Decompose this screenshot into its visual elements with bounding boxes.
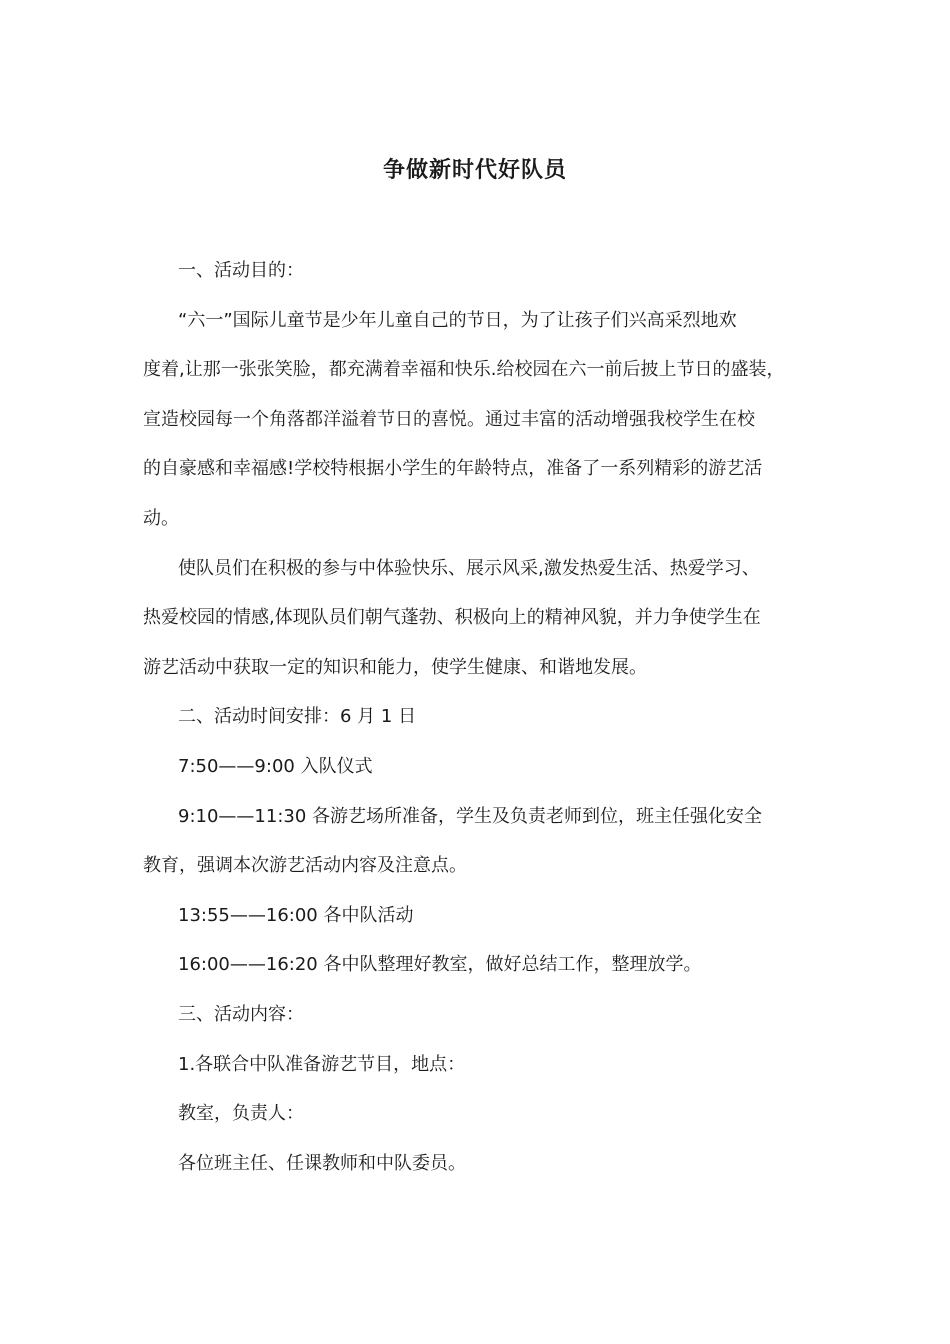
text-line: 13:55——16:00 各中队活动 [178,904,414,926]
text-line: 的自豪感和幸福感!学校特根据小学生的年龄特点，准备了一系列精彩的游艺活 [143,458,763,480]
text-line: 教室，负责人： [178,1103,304,1125]
text-line: “六一”国际儿童节是少年儿童自己的节日，为了让孩子们兴高采烈地欢 [178,309,737,331]
text-line: 动。 [143,507,179,529]
paragraph-purpose-goals [143,544,833,693]
text-line: 一、活动目的： [178,260,304,281]
text-line: 热爱校园的情感,体现队员们朝气蓬勃、积极向上的精神风貌，并力争使学生在 [143,607,761,629]
schedule-item [143,940,833,990]
paragraph-purpose-intro [143,296,833,544]
text-line: 教育，强调本次游艺活动内容及注意点。 [143,855,467,877]
text-line: 度着,让那一张张笑脸，都充满着幸福和快乐.给校园在六一前后披上节日的盛装， [143,359,785,381]
text-line: 游艺活动中获取一定的知识和能力，使学生健康、和谐地发展。 [143,656,647,678]
section-heading-content [143,990,833,1040]
text-line: 16:00——16:20 各中队整理好教室，做好总结工作，整理放学。 [178,954,702,976]
schedule-item [143,891,833,941]
text-line: 1.各联合中队准备游艺节目，地点： [178,1053,466,1075]
text-line: 使队员们在积极的参与中体验快乐、展示风采,激发热爱生活、热爱学习、 [178,557,760,579]
document-title: 争做新时代好队员 [382,158,567,183]
text-line: 各位班主任、任课教师和中队委员。 [178,1152,466,1174]
document-body [143,246,833,1188]
content-item [143,1040,833,1090]
text-line: 二、活动时间安排：6 月 1 日 [178,706,417,728]
schedule-item [143,792,833,891]
section-heading-purpose [143,246,833,296]
text-line: 三、活动内容： [178,1003,304,1025]
section-heading-schedule [143,692,833,742]
content-item [143,1089,833,1139]
schedule-item [143,742,833,792]
text-line: 7:50——9:00 入队仪式 [178,755,373,777]
text-line: 宣造校园每一个角落都洋溢着节日的喜悦。通过丰富的活动增强我校学生在校 [143,408,755,430]
content-item [143,1139,833,1189]
text-line: 9:10——11:30 各游艺场所准备，学生及负责老师到位，班主任强化安全 [178,805,763,827]
